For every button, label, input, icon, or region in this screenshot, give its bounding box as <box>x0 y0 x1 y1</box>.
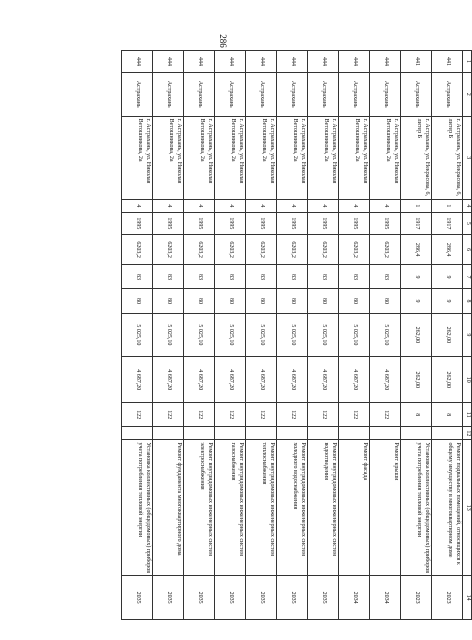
cell-year-planned: 2035 <box>184 576 215 620</box>
cell-residents: 8 <box>432 403 463 427</box>
cell-city: Астрахань <box>401 72 432 116</box>
cell-city: Астрахань <box>184 72 215 116</box>
cell-year-built: 1995 <box>308 212 339 234</box>
cell-row-number: 444 <box>215 51 246 73</box>
cell-area-residential: 5 025,10 <box>370 313 401 357</box>
col-header: 4 <box>463 199 472 212</box>
cell-area-residential: 5 025,10 <box>215 313 246 357</box>
cell-area-living: 4 687,20 <box>122 357 153 403</box>
cell-residents: 122 <box>246 403 277 427</box>
cell-year-built: 1995 <box>184 212 215 234</box>
cell-city: Астрахань <box>277 72 308 116</box>
table-row <box>308 51 339 620</box>
cell-floors: 4 <box>370 199 401 212</box>
cell-residents: 122 <box>277 403 308 427</box>
cell-area: 6203,2 <box>184 234 215 265</box>
cell-apartments-residential: 80 <box>339 289 370 313</box>
col-header: 10 <box>463 357 472 403</box>
cell-city: Астрахань <box>153 72 184 116</box>
cell-area-residential: 5 025,10 <box>339 313 370 357</box>
cell-area: 286,4 <box>432 234 463 265</box>
cell-city: Астрахань <box>370 72 401 116</box>
cell-city: Астрахань <box>339 72 370 116</box>
col-header: 1 <box>463 51 472 73</box>
cell-work-type: Ремонт внутридомовых инженерных систем холодного водоснабжения <box>277 440 308 576</box>
col-header: 3 <box>463 116 472 199</box>
cell-city: Астрахань <box>432 72 463 116</box>
cell-extra <box>122 427 153 440</box>
table-row <box>184 51 215 620</box>
cell-address: г. Астрахань, ул. Некрасова, 6, литер Б <box>432 116 463 199</box>
cell-work-type: Ремонт внутридомовых инженерных систем теплоснабжения <box>246 440 277 576</box>
cell-row-number: 444 <box>370 51 401 73</box>
table-row <box>246 51 277 620</box>
cell-area-residential: 5 025,10 <box>246 313 277 357</box>
cell-apartments-total: 83 <box>153 265 184 289</box>
cell-residents: 122 <box>184 403 215 427</box>
cell-area: 6203,2 <box>339 234 370 265</box>
cell-area-residential: 5 025,10 <box>308 313 339 357</box>
cell-extra <box>432 427 463 440</box>
cell-year-planned: 2035 <box>215 576 246 620</box>
cell-area-living: 4 687,20 <box>246 357 277 403</box>
cell-row-number: 441 <box>401 51 432 73</box>
cell-extra <box>184 427 215 440</box>
cell-apartments-residential: 9 <box>401 289 432 313</box>
cell-residents: 122 <box>122 403 153 427</box>
cell-address: г. Астрахань, ул. Николая Ветошникова, 2а <box>153 116 184 199</box>
cell-extra <box>370 427 401 440</box>
cell-apartments-residential: 80 <box>308 289 339 313</box>
cell-residents: 122 <box>370 403 401 427</box>
cell-apartments-residential: 80 <box>122 289 153 313</box>
cell-area: 6203,2 <box>153 234 184 265</box>
cell-row-number: 444 <box>339 51 370 73</box>
cell-address: г. Астрахань, ул. Николая Ветошникова, 2а <box>308 116 339 199</box>
cell-floors: 1 <box>432 199 463 212</box>
cell-work-type: Установка коллективных (общедомовых) приборов учета потребления тепловой энергии <box>401 440 432 576</box>
table-row <box>277 51 308 620</box>
cell-area-residential: 5 025,10 <box>277 313 308 357</box>
cell-area: 286,4 <box>401 234 432 265</box>
cell-apartments-total: 83 <box>246 265 277 289</box>
cell-floors: 4 <box>308 199 339 212</box>
cell-year-planned: 2035 <box>277 576 308 620</box>
cell-work-type: Ремонт фасада <box>339 440 370 576</box>
cell-address: г. Астрахань, ул. Некрасова, 6, литер Б <box>401 116 432 199</box>
cell-work-type: Ремонт фундамента многоквартирного дома <box>153 440 184 576</box>
cell-row-number: 444 <box>153 51 184 73</box>
table-row <box>432 51 463 620</box>
col-header: 13 <box>463 440 472 576</box>
table-row <box>370 51 401 620</box>
cell-floors: 4 <box>184 199 215 212</box>
cell-area-living: 4 687,20 <box>184 357 215 403</box>
cell-apartments-total: 83 <box>215 265 246 289</box>
cell-apartments-residential: 80 <box>215 289 246 313</box>
col-header: 11 <box>463 403 472 427</box>
cell-year-built: 1917 <box>401 212 432 234</box>
cell-row-number: 444 <box>122 51 153 73</box>
cell-area: 6203,2 <box>308 234 339 265</box>
column-number-row <box>463 51 472 620</box>
cell-apartments-total: 83 <box>308 265 339 289</box>
cell-address: г. Астрахань, ул. Николая Ветошникова, 2а <box>370 116 401 199</box>
cell-work-type: Ремонт крыши <box>370 440 401 576</box>
rotated-table-container <box>62 50 472 620</box>
cell-work-type: Установка коллективных (общедомовых) приборов учета потребления тепловой энергии <box>122 440 153 576</box>
cell-work-type: Ремонт подвальных помещений, относящихся к общему имуществу в многоквартирном доме <box>432 440 463 576</box>
cell-extra <box>277 427 308 440</box>
col-header: 12 <box>463 427 472 440</box>
cell-apartments-residential: 80 <box>184 289 215 313</box>
cell-area: 6203,2 <box>246 234 277 265</box>
cell-row-number: 444 <box>246 51 277 73</box>
cell-area-living: 4 687,20 <box>339 357 370 403</box>
cell-year-planned: 2035 <box>153 576 184 620</box>
capital-repair-table <box>121 50 472 620</box>
cell-year-built: 1995 <box>339 212 370 234</box>
cell-year-built: 1995 <box>277 212 308 234</box>
cell-year-planned: 2035 <box>246 576 277 620</box>
cell-year-built: 1995 <box>370 212 401 234</box>
cell-extra <box>339 427 370 440</box>
cell-apartments-total: 9 <box>432 265 463 289</box>
col-header: 2 <box>463 72 472 116</box>
cell-year-planned: 2035 <box>308 576 339 620</box>
cell-area: 6203,2 <box>370 234 401 265</box>
cell-extra <box>215 427 246 440</box>
col-header: 6 <box>463 234 472 265</box>
cell-extra <box>153 427 184 440</box>
cell-apartments-total: 9 <box>401 265 432 289</box>
cell-row-number: 444 <box>277 51 308 73</box>
cell-year-built: 1995 <box>122 212 153 234</box>
cell-work-type: Ремонт внутридомовых инженерных систем электроснабжения <box>184 440 215 576</box>
cell-residents: 122 <box>153 403 184 427</box>
cell-extra <box>401 427 432 440</box>
cell-apartments-total: 83 <box>370 265 401 289</box>
cell-address: г. Астрахань, ул. Николая Ветошникова, 2а <box>277 116 308 199</box>
cell-residents: 8 <box>401 403 432 427</box>
cell-area-living: 262,00 <box>401 357 432 403</box>
cell-address: г. Астрахань, ул. Николая Ветошникова, 2а <box>184 116 215 199</box>
cell-area-residential: 262,00 <box>401 313 432 357</box>
cell-address: г. Астрахань, ул. Николая Ветошникова, 2а <box>246 116 277 199</box>
table-row <box>153 51 184 620</box>
page-number: 286 <box>217 34 228 48</box>
cell-area: 6203,2 <box>277 234 308 265</box>
cell-extra <box>308 427 339 440</box>
cell-year-planned: 2035 <box>122 576 153 620</box>
cell-work-type: Ремонт внутридомовых инженерных систем водоотведения <box>308 440 339 576</box>
cell-apartments-residential: 80 <box>246 289 277 313</box>
cell-apartments-residential: 80 <box>277 289 308 313</box>
cell-city: Астрахань <box>246 72 277 116</box>
cell-area-living: 4 687,20 <box>370 357 401 403</box>
cell-apartments-total: 83 <box>184 265 215 289</box>
cell-apartments-total: 83 <box>122 265 153 289</box>
cell-address: г. Астрахань, ул. Николая Ветошникова, 2а <box>122 116 153 199</box>
cell-area: 6203,2 <box>215 234 246 265</box>
cell-area-residential: 5 025,10 <box>184 313 215 357</box>
col-header: 14 <box>463 576 472 620</box>
cell-address: г. Астрахань, ул. Николая Ветошникова, 2а <box>215 116 246 199</box>
cell-apartments-residential: 9 <box>432 289 463 313</box>
cell-year-planned: 2023 <box>401 576 432 620</box>
table-row <box>401 51 432 620</box>
cell-year-built: 1995 <box>246 212 277 234</box>
cell-residents: 122 <box>339 403 370 427</box>
cell-row-number: 441 <box>432 51 463 73</box>
cell-area-residential: 5 025,10 <box>122 313 153 357</box>
cell-area-living: 262,00 <box>432 357 463 403</box>
cell-area-residential: 5 025,10 <box>153 313 184 357</box>
cell-area-residential: 262,00 <box>432 313 463 357</box>
cell-floors: 4 <box>215 199 246 212</box>
cell-floors: 4 <box>277 199 308 212</box>
col-header: 9 <box>463 313 472 357</box>
cell-area-living: 4 687,20 <box>277 357 308 403</box>
cell-row-number: 444 <box>308 51 339 73</box>
cell-row-number: 444 <box>184 51 215 73</box>
cell-area-living: 4 687,20 <box>153 357 184 403</box>
cell-year-planned: 2034 <box>339 576 370 620</box>
cell-floors: 4 <box>153 199 184 212</box>
cell-city: Астрахань <box>308 72 339 116</box>
cell-apartments-residential: 80 <box>370 289 401 313</box>
col-header: 5 <box>463 212 472 234</box>
cell-city: Астрахань <box>122 72 153 116</box>
cell-year-built: 1995 <box>215 212 246 234</box>
cell-area-living: 4 687,20 <box>215 357 246 403</box>
col-header: 7 <box>463 265 472 289</box>
cell-work-type: Ремонт внутридомовых инженерных систем газоснабжения <box>215 440 246 576</box>
table-row <box>122 51 153 620</box>
table-row <box>215 51 246 620</box>
cell-year-built: 1995 <box>153 212 184 234</box>
cell-floors: 4 <box>246 199 277 212</box>
cell-floors: 4 <box>122 199 153 212</box>
cell-city: Астрахань <box>215 72 246 116</box>
cell-area: 6203,2 <box>122 234 153 265</box>
col-header: 8 <box>463 289 472 313</box>
cell-floors: 4 <box>339 199 370 212</box>
cell-apartments-total: 83 <box>277 265 308 289</box>
cell-residents: 122 <box>215 403 246 427</box>
cell-residents: 122 <box>308 403 339 427</box>
cell-apartments-residential: 80 <box>153 289 184 313</box>
cell-area-living: 4 687,20 <box>308 357 339 403</box>
cell-address: г. Астрахань, ул. Николая Ветошникова, 2а <box>339 116 370 199</box>
cell-year-planned: 2034 <box>370 576 401 620</box>
cell-apartments-total: 83 <box>339 265 370 289</box>
table-row <box>339 51 370 620</box>
cell-year-built: 1917 <box>432 212 463 234</box>
cell-year-planned: 2023 <box>432 576 463 620</box>
cell-floors: 1 <box>401 199 432 212</box>
cell-extra <box>246 427 277 440</box>
